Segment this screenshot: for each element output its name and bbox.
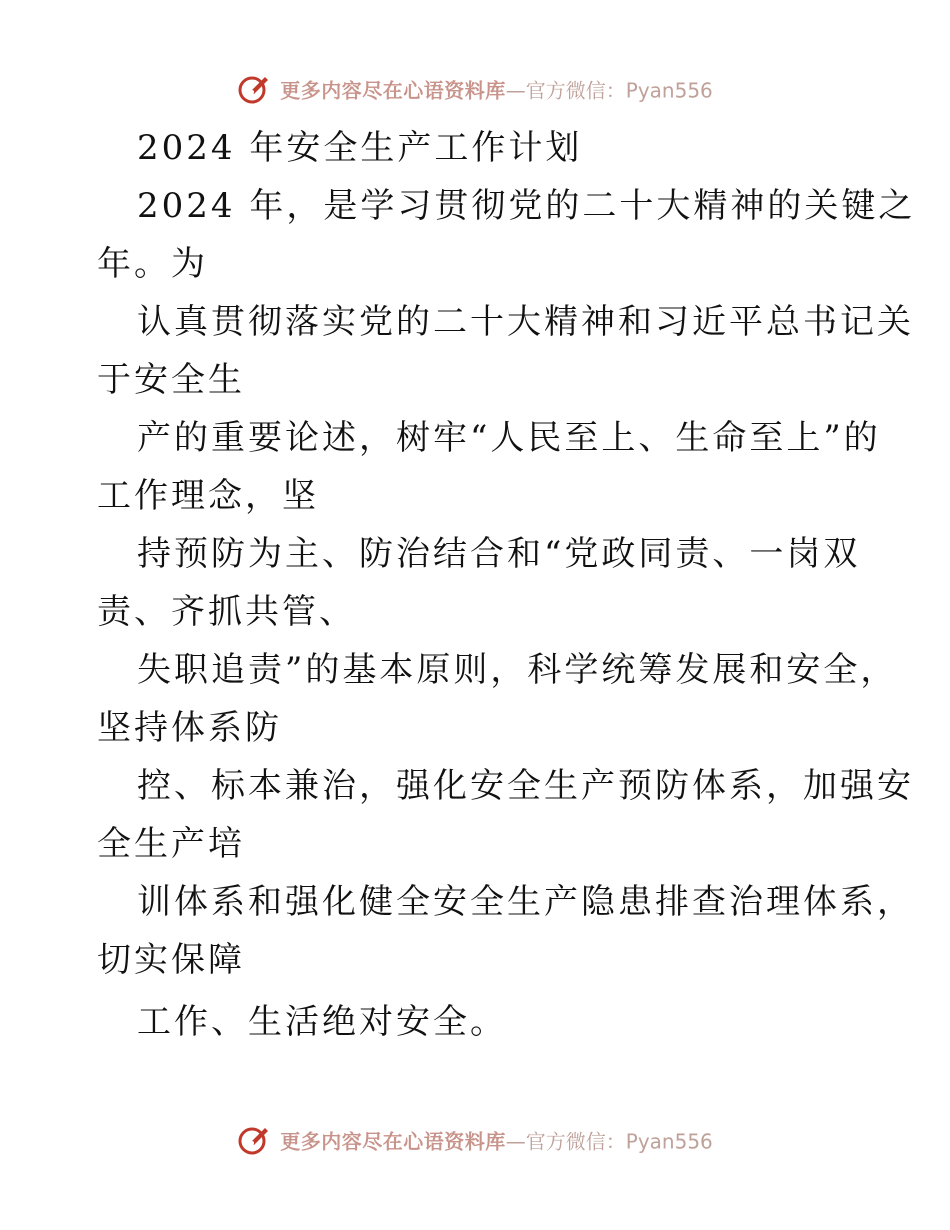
paragraph-line: 责、齐抓共管、: [97, 592, 356, 632]
paragraph-line: 于安全生: [97, 360, 245, 400]
paragraph-line: 认真贯彻落实党的二十大精神和习近平总书记关: [137, 302, 914, 342]
paragraph-line: 年。为: [97, 244, 208, 284]
paragraph-line: 工作、生活绝对安全。: [137, 1002, 507, 1042]
header-watermark: [0, 72, 950, 106]
watermark-main-text: 更多内容尽在心语资料库: [280, 78, 506, 103]
paragraph-line: 全生产培: [97, 824, 245, 864]
watermark-sub-text: —官方微信：Pyan556: [505, 1129, 713, 1154]
paragraph-line: 2024 年，是学习贯彻党的二十大精神的关键之: [137, 186, 916, 226]
footer-watermark: [0, 1123, 950, 1157]
paragraph-line: 切实保障: [97, 940, 245, 980]
document-title: 2024 年安全生产工作计划: [137, 128, 583, 168]
watermark-main-text: 更多内容尽在心语资料库: [280, 1129, 506, 1154]
paragraph-line: 工作理念，坚: [97, 476, 319, 516]
pen-nib-logo-icon: [237, 1123, 271, 1157]
paragraph-line: 持预防为主、防治结合和“党政同责、一岗双: [137, 534, 861, 574]
paragraph-line: 训体系和强化健全安全生产隐患排查治理体系，: [137, 882, 914, 922]
pen-nib-logo-icon: [237, 72, 271, 106]
watermark-sub-text: —官方微信：Pyan556: [505, 78, 713, 103]
paragraph-line: 失职追责”的基本原则，科学统筹发展和安全，: [137, 650, 898, 690]
paragraph-line: 控、标本兼治，强化安全生产预防体系，加强安: [137, 766, 914, 806]
paragraph-line: 坚持体系防: [97, 708, 282, 748]
paragraph-line: 产的重要论述，树牢“人民至上、生命至上”的: [137, 418, 881, 458]
